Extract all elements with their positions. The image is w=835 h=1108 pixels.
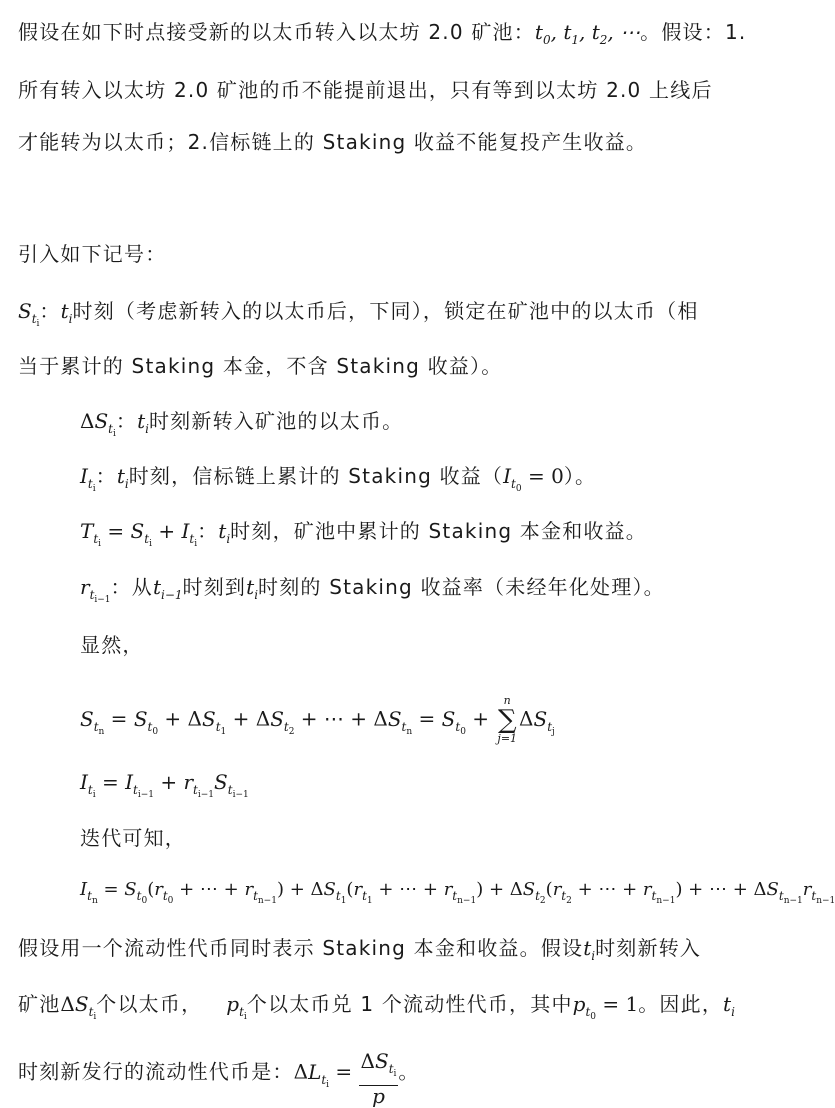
- para1-line1-prefix: 假设在如下时点接受新的以太币转入以太坊 2.0 矿池：: [18, 20, 535, 44]
- liquidity-fraction: $\frac{\Delta S_{t_i}}{p}$: [360, 1049, 397, 1108]
- para-last-line3-text: 时刻新发行的流动性代币是：: [18, 1059, 294, 1084]
- notation-intro: 引入如下记号：: [18, 242, 167, 266]
- para-last-line2: 矿池$\Delta S_{t_i}$个以太币， $p_{t_i}$个以太币兑 1 个流动性代币，其中$p_{t_0} = 1$。因此，$t_i$: [18, 992, 735, 1022]
- time-points-math: $t_0$, $t_1$, $t_2$, ⋯: [534, 20, 641, 47]
- iterate-label: 迭代可知，: [80, 826, 186, 850]
- def-T: $T_{t_i} = S_{t_i} + I_{t_i}$：$t_i$时刻，矿池中累计的 Staking 本金和收益。: [80, 519, 647, 549]
- para-last-line1: 假设用一个流动性代币同时表示 Staking 本金和收益。假设$t_i$时刻新转入: [18, 936, 702, 963]
- para1-line1-suffix: 。假设：1.: [640, 20, 747, 44]
- formula-I-recursive: $I_{t_i} = I_{t_{i-1}} + r_{t_{i-1}}S_{t_{i-1}}$: [80, 770, 249, 800]
- para-last-line3: 时刻新发行的流动性代币是：$\Delta L_{t_i}$ = $\frac{\Delta S_{t_i}}{p}$ 。: [18, 1049, 420, 1108]
- para1-line3: 才能转为以太币；2.信标链上的 Staking 收益不能复投产生收益。: [18, 130, 648, 154]
- formula-S-sum: $S_{t_n} = S_{t_0} + \Delta S_{t_1} + \Delta S_{t_2}$ + ⋯ + $\Delta S_{t_n} = S_{t_0}$ + n ∑ j=1 $\Delta S_{t_j}$: [80, 694, 555, 745]
- para1-line2: 所有转入以太坊 2.0 矿池的币不能提前退出，只有等到以太坊 2.0 上线后: [18, 78, 713, 102]
- def-I: $I_{t_i}$：$t_i$时刻，信标链上累计的 Staking 收益$(I_{t_0} = 0)$。: [80, 464, 597, 494]
- def-dS: $\Delta S_{t_i}$：$t_i$时刻新转入矿池的以太币。: [80, 409, 404, 439]
- para-last-line3-end: 。: [398, 1059, 420, 1084]
- def-r: $r_{t_{i-1}}$：从$t_{i-1}$时刻到$t_i$时刻的 Staking 收益率（未经年化处理）。: [80, 575, 665, 605]
- def-S-line1: $S_{t_i}$：$t_i$时刻（考虑新转入的以太币后，下同），锁定在矿池中的以太币（相: [18, 299, 699, 329]
- def-S-line2: 当于累计的 Staking 本金，不含 Staking 收益）。: [18, 354, 503, 378]
- formula-I-expanded: $I_{t_n} = S_{t_0}(r_{t_0}$ + ⋯ + $r_{t_{n-1}}) + \Delta S_{t_1}(r_{t_1}$ + ⋯ + $r_{t_{n-1}}) + \Delta S_{t_2}(r_{t_2}$ + ⋯ + $r_{t_{n-1}}$) + ⋯ + $\Delta S_{t_{n-1}}r_{t_{n-1}}$: [80, 879, 835, 906]
- obviously-label: 显然，: [80, 633, 144, 657]
- para1-line1: [18, 18, 746, 54]
- summation-symbol: n ∑ j=1: [497, 694, 518, 745]
